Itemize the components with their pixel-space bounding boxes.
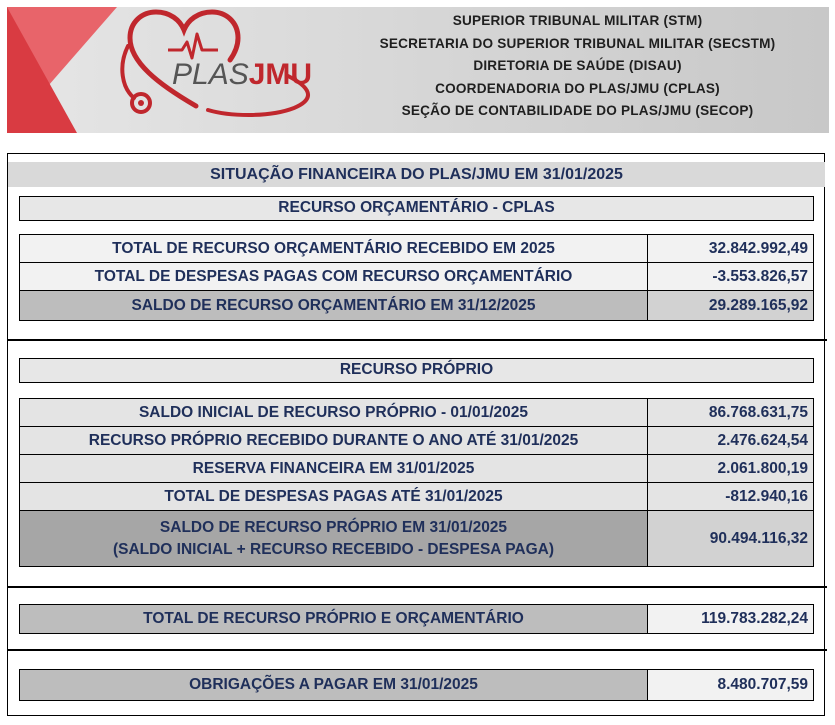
section-divider: [7, 649, 827, 651]
section-divider: [7, 586, 827, 588]
row-value: -812.940,16: [725, 487, 808, 505]
row-label: RECURSO PRÓPRIO RECEBIDO DURANTE O ANO ATÉ 31/01/2025: [20, 427, 648, 454]
row-value: 8.480.707,59: [648, 670, 813, 700]
table-row: [20, 399, 813, 427]
row-value: 2.476.624,54: [717, 431, 808, 449]
table-row: [20, 605, 813, 633]
header-line: COORDENADORIA DO PLAS/JMU (CPLAS): [435, 80, 720, 96]
header-institution-lines: [340, 10, 815, 123]
section-label-orcamentario: RECURSO ORÇAMENTÁRIO - CPLAS: [19, 196, 814, 221]
table-row: [20, 263, 813, 291]
row-label-line: (SALDO INICIAL + RECURSO RECEBIDO - DESPESA PAGA): [112, 540, 555, 558]
table-total: [19, 604, 814, 634]
row-value: 90.494.116,32: [648, 511, 813, 566]
table-orcamentario: [19, 234, 814, 321]
report-title: SITUAÇÃO FINANCEIRA DO PLAS/JMU EM 31/01/2025: [8, 162, 825, 187]
table-row: [20, 455, 813, 483]
logo-wordmark: [172, 58, 312, 92]
table-row: [20, 291, 813, 320]
header-line: SECRETARIA DO SUPERIOR TRIBUNAL MILITAR (SECSTM): [379, 35, 776, 51]
header-line: SUPERIOR TRIBUNAL MILITAR (STM): [452, 13, 703, 28]
section-label-proprio: RECURSO PRÓPRIO: [19, 358, 814, 383]
logo-plas-text: PLAS: [172, 58, 249, 91]
row-value: 86.768.631,75: [708, 403, 808, 421]
row-label: [20, 511, 648, 566]
row-value: 2.061.800,19: [717, 459, 808, 477]
row-label: TOTAL DE DESPESAS PAGAS ATÉ 31/01/2025: [20, 483, 648, 510]
table-row: [20, 670, 813, 700]
row-label: TOTAL DE RECURSO PRÓPRIO E ORÇAMENTÁRIO: [20, 605, 648, 633]
row-label: OBRIGAÇÕES A PAGAR EM 31/01/2025: [20, 670, 648, 700]
row-value: -3.553.826,57: [712, 267, 808, 285]
row-value: 29.289.165,92: [648, 291, 813, 320]
row-label: TOTAL DE RECURSO ORÇAMENTÁRIO RECEBIDO EM 2025: [20, 235, 648, 262]
row-value: 119.783.282,24: [648, 605, 813, 633]
row-label: RESERVA FINANCEIRA EM 31/01/2025: [20, 455, 648, 482]
row-label: SALDO DE RECURSO ORÇAMENTÁRIO EM 31/12/2025: [20, 291, 648, 320]
header-line: SEÇÃO DE CONTABILIDADE DO PLAS/JMU (SECOP): [401, 103, 754, 118]
table-row: [20, 427, 813, 455]
row-label: SALDO INICIAL DE RECURSO PRÓPRIO - 01/01/2025: [20, 399, 648, 426]
table-row: [20, 235, 813, 263]
header-line: DIRETORIA DE SAÚDE (DISAU): [473, 58, 682, 73]
row-value: 32.842.992,49: [708, 239, 808, 257]
logo-jmu-text: JMU: [248, 58, 313, 91]
section-divider: [7, 339, 827, 341]
table-row: [20, 483, 813, 511]
row-label-line: SALDO DE RECURSO PRÓPRIO EM 31/01/2025: [159, 518, 508, 536]
table-proprio: [19, 398, 814, 567]
decorative-triangle-dark: [7, 7, 77, 133]
table-row: [20, 511, 813, 566]
table-obrigacoes: [19, 669, 814, 701]
row-label: TOTAL DE DESPESAS PAGAS COM RECURSO ORÇAMENTÁRIO: [20, 263, 648, 290]
